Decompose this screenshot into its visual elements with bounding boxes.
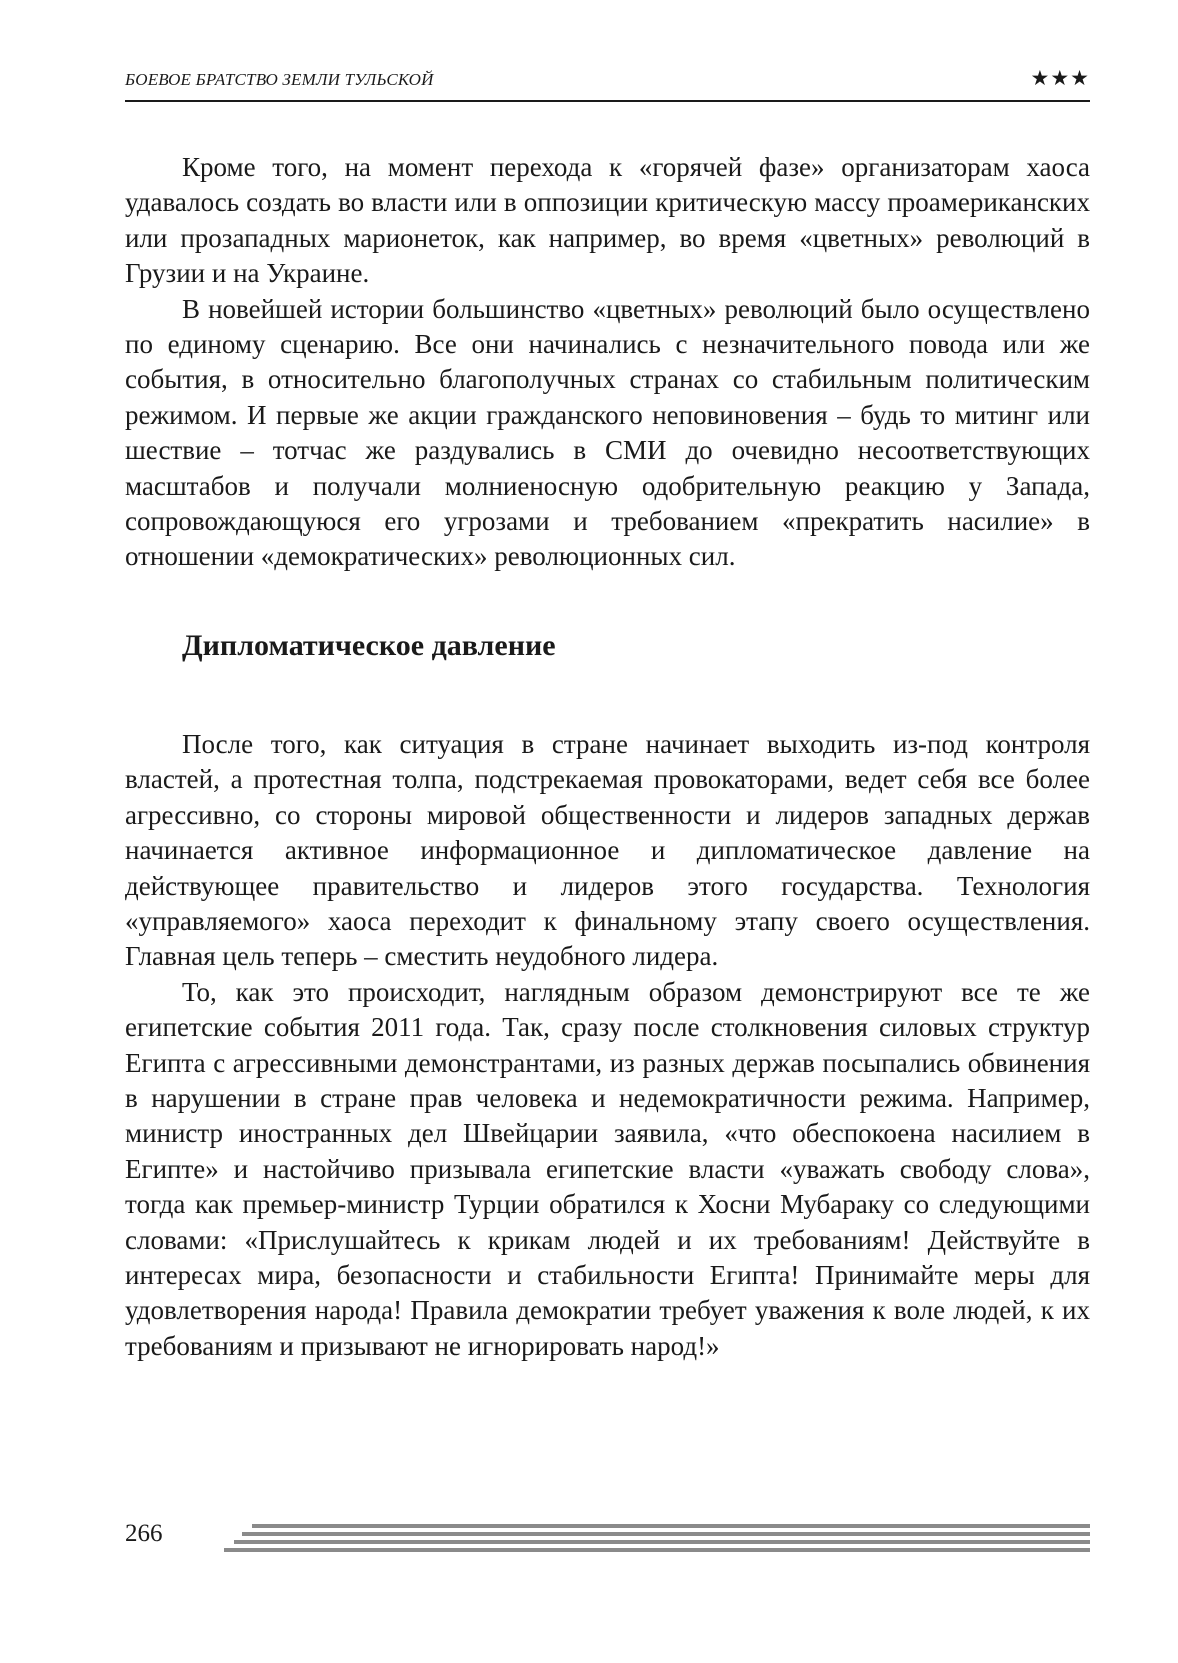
paragraph: В новейшей истории большинство «цветных» революций было осуществлено по единому сценарию. Все они начинались с незначительного повода или же события, в относительно благополучных странах со стабильным политическим режимом. И первые же акции гражданского неповиновения – будь то митинг или шествие – тотчас же раздувались в СМИ до очевидно несоответствующих масштабов и получали молниеносную одобрительную реакцию у Запада, сопровождающуюся его угрозами и требованием «прекратить насилие» в отношении «демократических» революционных сил. xyxy=(125,293,1090,572)
footer-rule-line xyxy=(242,1532,1090,1536)
page-header xyxy=(125,64,1090,102)
footer-rule-line xyxy=(224,1548,1090,1552)
section-heading: Дипломатическое давление xyxy=(182,628,556,662)
footer-rule-line xyxy=(252,1524,1090,1528)
paragraph: После того, как ситуация в стране начинает выходить из-под контроля властей, а протестная толпа, подстрекаемая провокаторами, ведет себя все более агрессивно, со стороны мировой общественности и лидеров западных держав начинается активное информационное и дипломатическое давление на действующее правительство и лидеров этого государства. Технология «управляемого» хаоса переходит к финальному этапу своего осуществления. Главная цель теперь – сместить неудобного лидера. xyxy=(125,728,1090,972)
three-stars-ornament: ★★★ xyxy=(1030,66,1090,90)
page-footer xyxy=(125,1516,1090,1556)
page-number: 266 xyxy=(125,1520,163,1547)
footer-rule-line xyxy=(234,1540,1090,1544)
running-title: БОЕВОЕ БРАТСТВО ЗЕМЛИ ТУЛЬСКОЙ xyxy=(125,70,434,89)
paragraph: Кроме того, на момент перехода к «горячей фазе» организаторам хаоса удавалось создать во власти или в оппозиции критическую массу проамериканских или прозападных марионеток, как например, во время «цветных» революций в Грузии и на Украине. xyxy=(125,152,1090,289)
page-body xyxy=(125,150,1090,1364)
paragraph: То, как это происходит, наглядным образом демонстрируют все те же египетские события 2011 года. Так, сразу после столкновения силовых структур Египта с агрессивными демонстрантами, из разных держав посыпались обвинения в нарушении в стране прав человека и недемократичности режима. Например, министр иностранных дел Швейцарии заявила, «что обеспокоена насилием в Египте» и настойчиво призывала египетские власти «уважать свободу слова», тогда как премьер-министр Турции обратился к Хосни Мубараку со следующими словами: «Прислушайтесь к крикам людей и их требованиям! Действуйте в интересах мира, безопасности и стабильности Египта! Принимайте меры для удовлетворения народа! Правила демократии требует уважения к воле людей, к их требованиям и призывают не игнорировать народ!» xyxy=(125,976,1090,1361)
